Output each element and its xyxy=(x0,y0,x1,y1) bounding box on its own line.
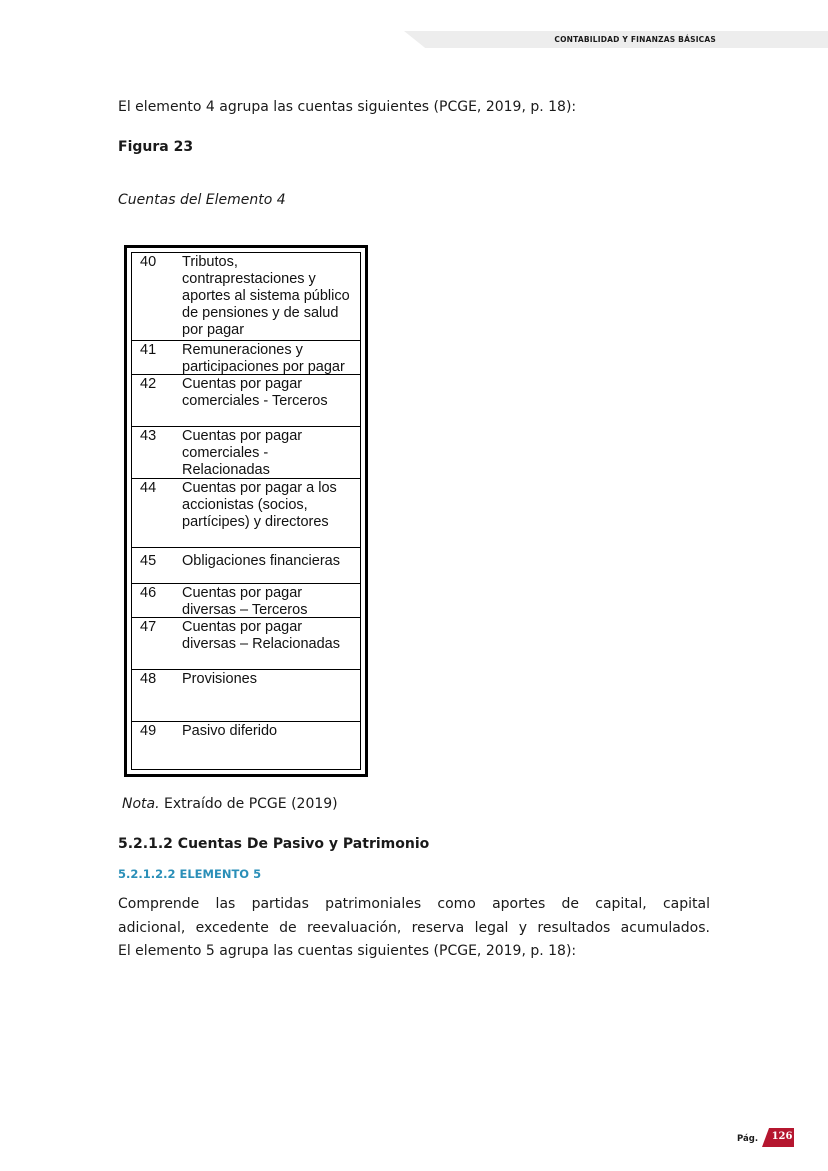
account-code: 44 xyxy=(140,480,157,496)
page-number: 126 xyxy=(771,1131,793,1142)
table-row xyxy=(132,618,360,670)
figure-caption: Cuentas del Elemento 4 xyxy=(118,192,286,208)
note-text: Extraído de PCGE (2019) xyxy=(159,796,338,812)
table-row xyxy=(132,584,360,618)
account-code: 42 xyxy=(140,376,157,392)
account-code: 48 xyxy=(140,671,157,687)
account-code: 45 xyxy=(140,553,157,569)
table-row xyxy=(132,427,360,479)
account-name: Cuentas por pagar comerciales - Relacionadas xyxy=(182,428,303,478)
note-label: Nota. xyxy=(122,796,160,812)
account-name: Tributos, contraprestaciones y aportes al sistema público de pensiones y de salud por pagar xyxy=(182,254,350,338)
account-name: Cuentas por pagar diversas – Relacionadas xyxy=(182,619,340,652)
figure-label: Figura 23 xyxy=(118,139,194,155)
accounts-table-inner xyxy=(131,252,361,770)
table-row xyxy=(132,548,360,584)
table-row xyxy=(132,375,360,427)
account-code: 43 xyxy=(140,428,157,444)
account-name: Obligaciones financieras xyxy=(182,553,340,569)
account-name: Pasivo diferido xyxy=(182,723,278,739)
table-row xyxy=(132,253,360,341)
body-paragraph xyxy=(118,893,710,964)
account-name: Cuentas por pagar diversas – Terceros xyxy=(182,585,308,618)
account-code: 47 xyxy=(140,619,157,635)
intro-text: El elemento 4 agrupa las cuentas siguientes (PCGE, 2019, p. 18): xyxy=(118,99,577,115)
figure-note xyxy=(122,796,338,812)
account-name: Cuentas por pagar a los accionistas (socios, partícipes) y directores xyxy=(182,480,337,530)
account-code: 40 xyxy=(140,254,157,270)
page-label: Pág. xyxy=(737,1134,759,1144)
account-code: 49 xyxy=(140,723,157,739)
account-name: Provisiones xyxy=(182,671,257,687)
table-row xyxy=(132,479,360,548)
body-line: adicional, excedente de reevaluación, reserva legal y resultados acumulados. xyxy=(118,919,710,936)
account-code: 41 xyxy=(140,342,157,358)
subsection-heading: 5.2.1.2.2 ELEMENTO 5 xyxy=(118,867,262,881)
body-line: Comprende las partidas patrimoniales como aportes de capital, capital xyxy=(118,896,710,912)
table-row xyxy=(132,722,360,769)
account-name: Remuneraciones y participaciones por pagar xyxy=(182,342,345,375)
body-line: El elemento 5 agrupa las cuentas siguientes (PCGE, 2019, p. 18): xyxy=(118,943,577,959)
table-row xyxy=(132,670,360,722)
header-title: CONTABILIDAD Y FINANZAS BÁSICAS xyxy=(554,35,716,44)
account-code: 46 xyxy=(140,585,157,601)
section-heading: 5.2.1.2 Cuentas De Pasivo y Patrimonio xyxy=(118,836,430,852)
accounts-table xyxy=(124,245,368,777)
account-name: Cuentas por pagar comerciales - Terceros xyxy=(182,376,328,409)
table-row xyxy=(132,341,360,375)
